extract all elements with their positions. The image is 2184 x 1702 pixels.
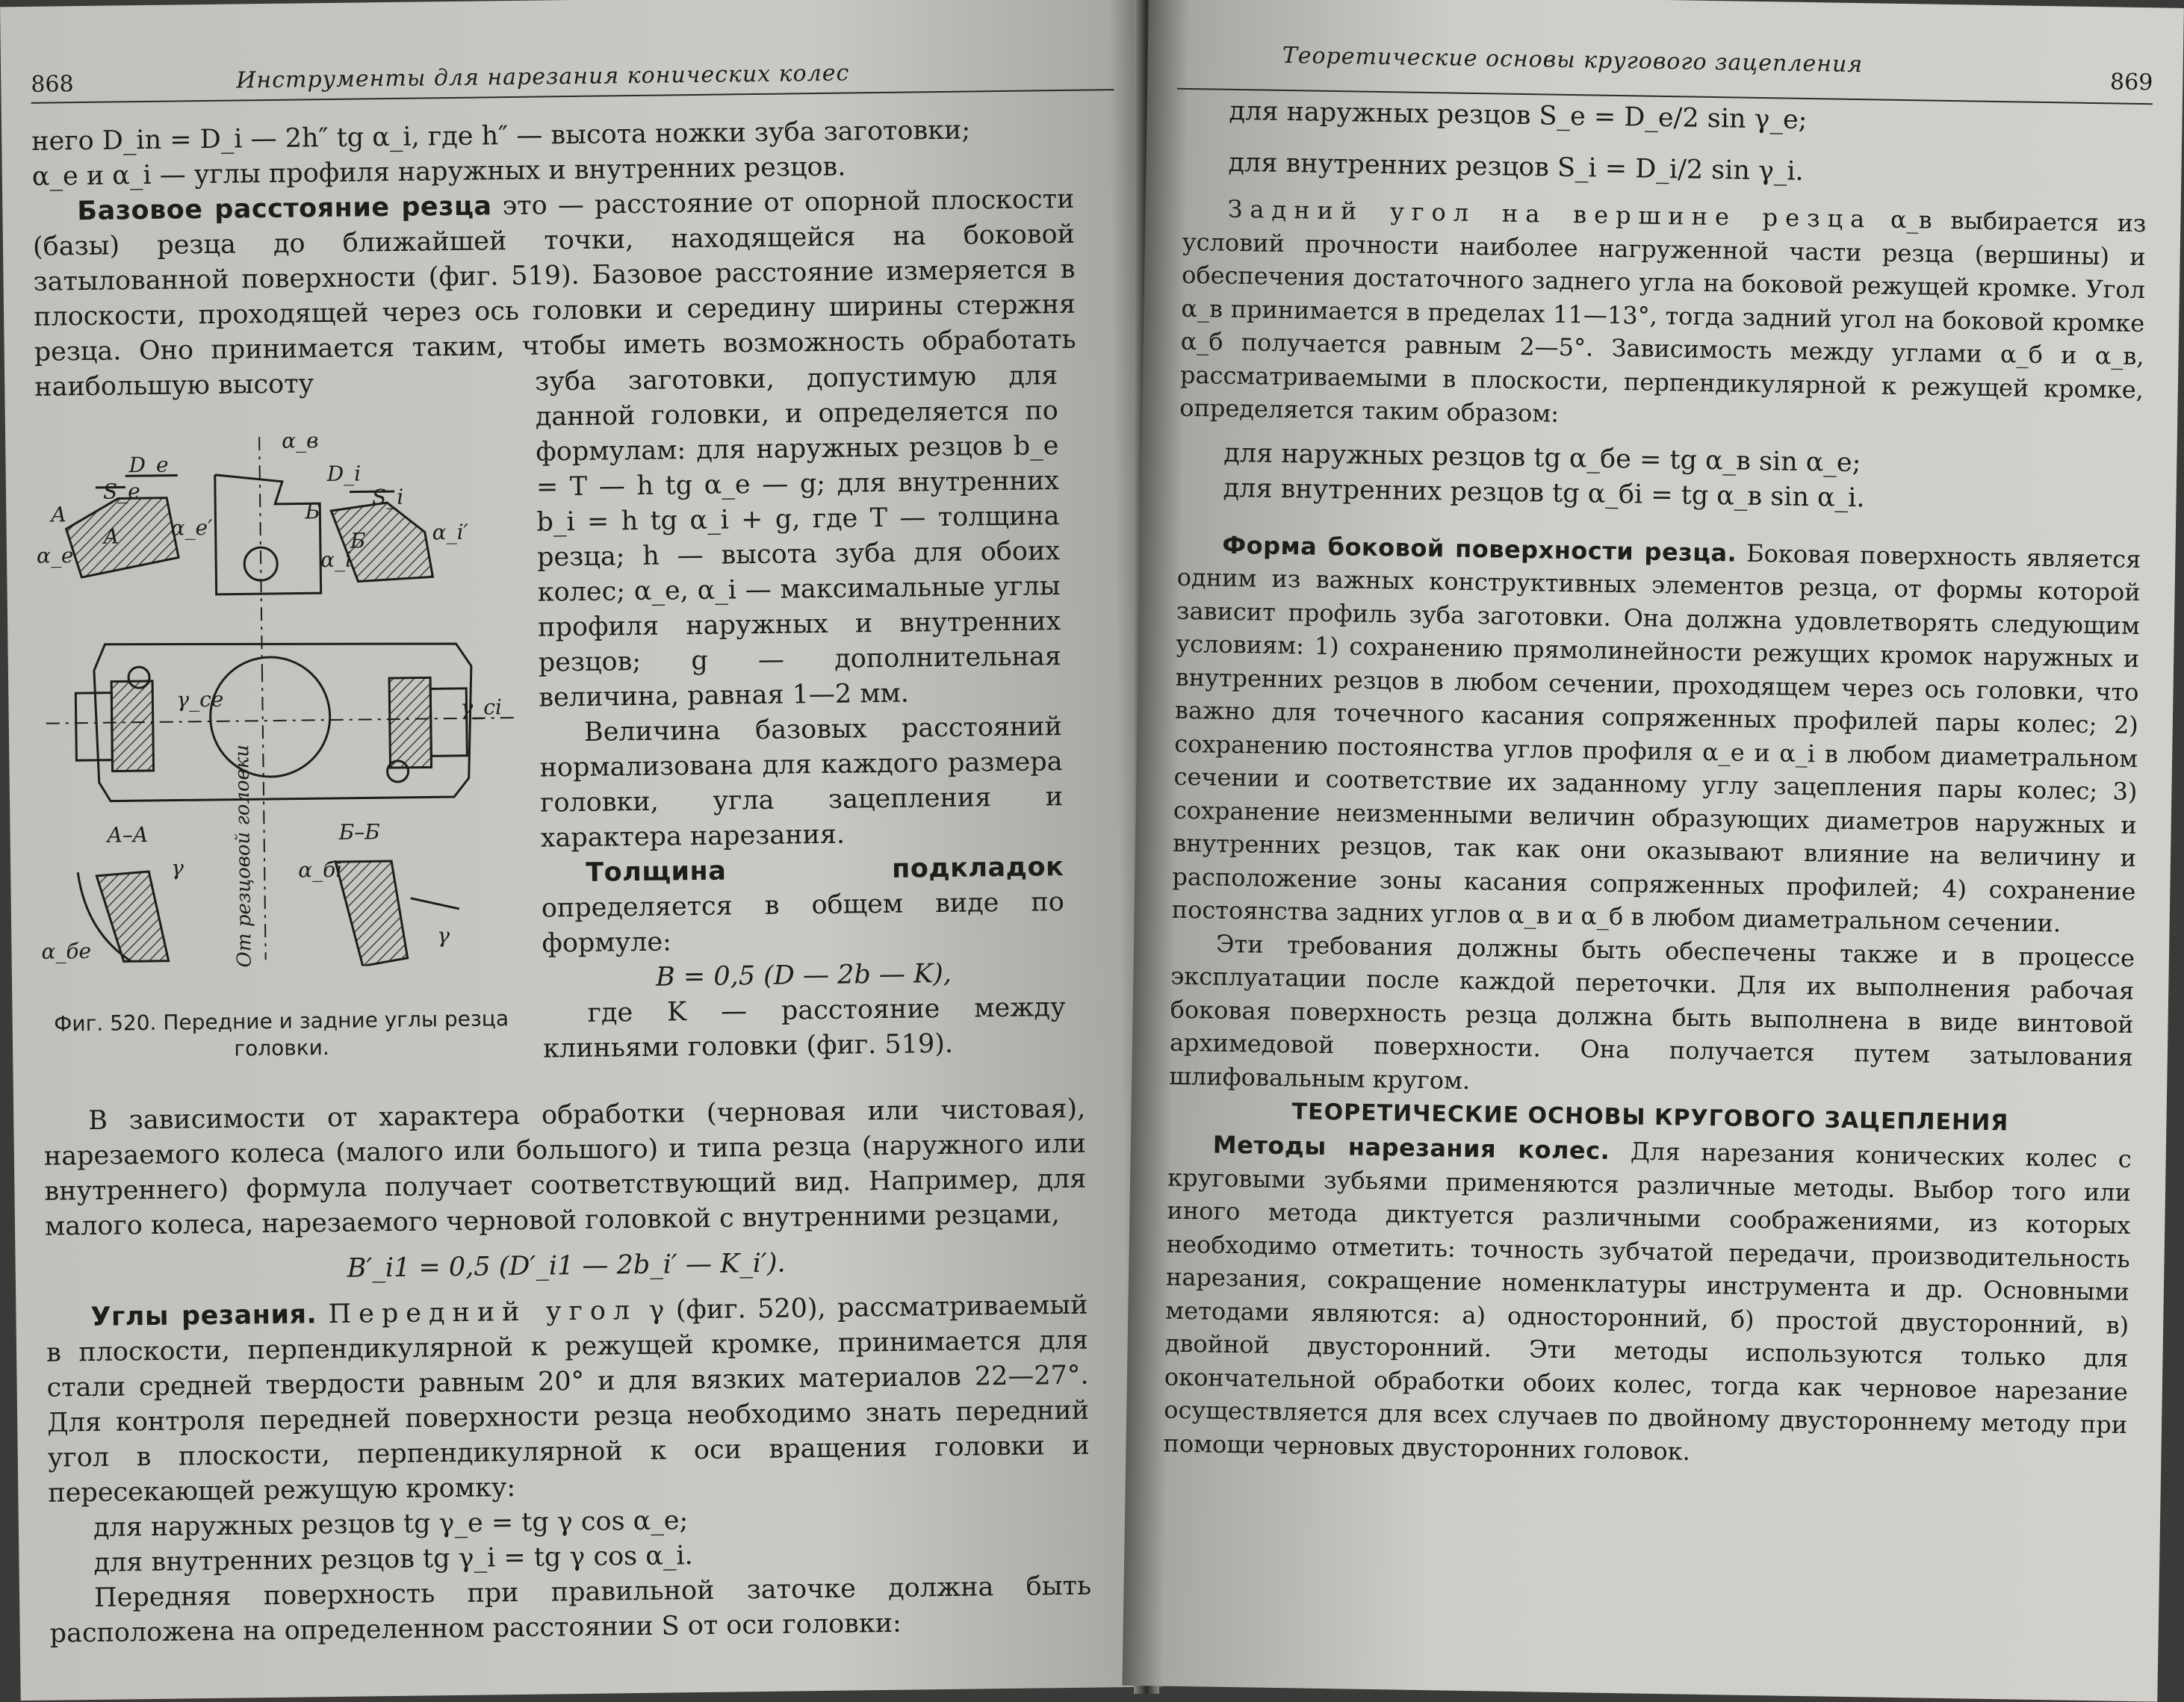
side-column-text-2: Величина базовых расстояний нормализована для каждого размера головки, угла зацепления и характера нарезания.: [539, 709, 1064, 857]
angles-heading: Углы резания.: [90, 1299, 317, 1332]
figure-caption: Фиг. 520. Передние и задние углы резца головки.: [42, 1005, 521, 1065]
angles-spaced: Передний угол: [328, 1296, 637, 1329]
cutter-body: [215, 473, 321, 594]
angles-text: γ (фиг. 520), рассматриваемый в плоскости, перпендикулярной к режущей кромке, принимается для стали средней твердости равным 20° и для вязких материалов 22—27°. Для контроля передней поверхности резца необходимо знать передний угол в плоскости, перпендикулярной к оси вращения головки и пересекающей режущую кромку:: [46, 1291, 1090, 1509]
shim-paragraph: [541, 850, 1065, 962]
fig-label-a2: A: [102, 524, 120, 548]
fig-label-gamma-ci: γ_ci: [460, 695, 502, 720]
methods-text: Для нарезания конических колес с круговыми зубьями применяются различные методы. Выбор того или иного метода диктуется различными соображениями, из которых необходимо отметить: точность зубчатой передачи, производительность нарезания, сокращение номенклатуры инструмента и др. Основными методами являются: а) односторонний, б) простой двусторонний, в) двойной двусторонний. Эти методы используются только для окончательной обработки обоих колес, тогда как черновое нарезание осуществляется для всех случаев по двойному двустороннему методу при помощи черновых двусторонних головок.: [1163, 1137, 2132, 1465]
formula-alpha-bi: для внутренних резцов tg α_бi = tg α_в sin α_i.: [1178, 470, 2142, 520]
fig-label-b2: Б: [350, 528, 366, 553]
section-title: ТЕОРЕТИЧЕСКИЕ ОСНОВЫ КРУГОВОГО ЗАЦЕПЛЕНИЯ: [1168, 1093, 2132, 1143]
fig-label-a1: A: [49, 502, 66, 527]
fig-label-alpha-e: α_e: [37, 543, 74, 568]
right-running-head: [1177, 36, 2153, 105]
fig-label-alpha-v: α_в: [282, 428, 319, 453]
formula-gamma-i: для внутренних резцов tg γ_i = tg γ cos α_i.: [49, 1534, 1091, 1582]
fig-label-alpha-bi: α_бi: [298, 857, 342, 883]
shim-text: определяется в общем виде по формуле:: [542, 887, 1064, 959]
form-paragraph: [1171, 527, 2141, 941]
formula-alpha-be: для наружных резцов tg α_бe = tg α_в sin α_e;: [1179, 435, 2143, 485]
fig-label-si: S_i: [372, 485, 404, 510]
shim-where: где K — расстояние между клиньями головки (фиг. 519).: [542, 990, 1066, 1067]
left-running-head: [31, 37, 1114, 104]
requirements-paragraph: Эти требования должны быть обеспечены также и в процессе эксплуатации после каждой переточки. Для их выполнения рабочая боковая поверхность резца должна быть выполнена в виде винтовой архимедовой поверхности. Она получается путем затылования шлифовальным кругом.: [1169, 926, 2135, 1108]
form-text: Боковая поверхность является одним из важных конструктивных элементов резца, от формы которой зависит профиль зуба заготовки. Она должна удовлетворять следующим условиям: 1) сохранению прямолинейности режущих кромок наружных и внутренних резцов в любом сечении, проходящем через ось головки, что важно для точечного касания сопряженных профилей пары колес; 2) сохранению постоянства углов профиля α_e и α_i в любом диаметральном сечении и соответствие их заданному углу зацепления пары колес; 3) сохранение неизменными величин образующих диаметров наружных и внутренних резцов, так как они оказывают влияние на величину и расположение зоны касания сопряженных профилей; 4) сохранение постоянства задних углов α_в и α_б в любом диаметральном сечении.: [1171, 538, 2141, 937]
rear-angle-spaced: Задний угол на вершине резца: [1227, 195, 1872, 234]
fig-label-section-bb: Б–Б: [338, 819, 380, 845]
formula-si: для внутренних резцов S_i = D_i/2 sin γ_i.: [1183, 145, 2147, 195]
fig-label-alpha-be: α_бe: [41, 939, 91, 964]
fig-label-alpha-i: α_i: [320, 547, 352, 573]
right-top-text: [1163, 93, 2148, 1475]
fig-label-section-aa: A–A: [105, 822, 148, 848]
base-text: это — расстояние от опорной плоскости (базы) резца до ближайшей точки, находящейся на боковой затылованной поверхности (фиг. 519). Базовое расстояние измеряется в плоскости, проходящей через ось головки и середину ширины стержня резца. Оно принимается таким, чтобы иметь возможность обработать наибольшую высоту: [33, 184, 1076, 403]
fig-label-se: S_e: [103, 479, 140, 504]
fig-label-alpha-i-prime: α_i′: [432, 520, 468, 545]
right-page: [1122, 0, 2183, 1702]
running-title-left: Инструменты для нарезания конических колес: [236, 60, 849, 93]
formula-b-prime: B′_i1 = 0,5 (D′_i1 — 2b_i′ — K_i′).: [45, 1243, 1087, 1291]
left-bottom-text: [43, 1092, 1092, 1652]
fig-label-gamma-2: γ: [437, 923, 450, 948]
shim-heading: Толщина подкладок: [586, 852, 1064, 888]
angles-paragraph: [46, 1288, 1090, 1512]
depend-paragraph: В зависимости от характера обработки (черновая или чистовая), нарезаемого колеса (малого или большого) и типа резца (наружного или внутреннего) формула получает соответствующий вид. Например, для малого колеса, нарезаемого черновой головкой с внутренними резцами,: [43, 1092, 1087, 1245]
base-heading: Базовое расстояние резца: [77, 191, 492, 226]
fig-label-gamma-ce: γ_ce: [176, 687, 223, 712]
line-1: него D_in = D_i — 2h″ tg α_i, где h″ — высота ножки зуба заготовки;: [31, 112, 1073, 160]
side-column: [535, 358, 1066, 1066]
section-a-a: [96, 872, 168, 962]
rear-angle-text: α_в выбирается из условий прочности наиболее нагруженной части резца (вершины) и обеспечения достаточного заднего угла на боковой режущей кромке. Угол α_в принимается в пределах 11—13°, тогда задний угол на боковой кромке α_б получается равным 2—5°. Зависимость между углами α_б и α_в, рассматриваемыми в плоскости, перпендикулярной к режущей кромке, определяется таким образом:: [1179, 205, 2147, 428]
shim-formula: B = 0,5 (D — 2b — K),: [542, 955, 1066, 997]
rear-angle-paragraph: [1179, 192, 2147, 440]
methods-heading: Методы нарезания колес.: [1213, 1131, 1610, 1165]
side-column-text: зуба заготовки, допустимую для данной головки, и определяется по формулам: для наружных резцов b_e = T — h tg α_e — g; для внутренних b_i = h tg α_i + g, где T — толщина резца; h — высота зуба для обоих колес; α_e, α_i — максимальные углы профиля наружных и внутренних резцов; g — дополнительная величина, равная 1—2 мм.: [535, 358, 1062, 716]
form-heading: Форма боковой поверхности резца.: [1222, 530, 1737, 567]
formula-gamma-e: для наружных резцов tg γ_e = tg γ cos α_e;: [49, 1499, 1091, 1547]
section-b-b: [335, 861, 408, 966]
page-number-right: 869: [2110, 69, 2153, 96]
fig-label-alpha-e-prime: α_e′: [170, 515, 213, 541]
figure-520: [35, 419, 535, 970]
last-paragraph: Передняя поверхность при правильной заточке должна быть расположена на определенном расстоянии S от оси головки:: [49, 1569, 1092, 1652]
outer-tooth-profile: [66, 497, 179, 577]
line-2: α_e и α_i — углы профиля наружных и внутренних резцов.: [32, 147, 1074, 195]
page-number-left: 868: [31, 71, 74, 98]
methods-paragraph: [1163, 1128, 2132, 1475]
fig-label-gamma-1: γ: [171, 855, 184, 880]
fig-label-de: D_e: [128, 453, 168, 478]
fig-label-di: D_i: [326, 461, 362, 486]
formula-se: для наружных резцов S_e = D_e/2 sin γ_e;: [1184, 93, 2148, 143]
running-title-right: Теоретические основы кругового зацепления: [1282, 43, 1863, 78]
fig-label-axis-note: От резцовой головки: [231, 745, 256, 968]
fig-label-b1: Б: [304, 499, 320, 524]
